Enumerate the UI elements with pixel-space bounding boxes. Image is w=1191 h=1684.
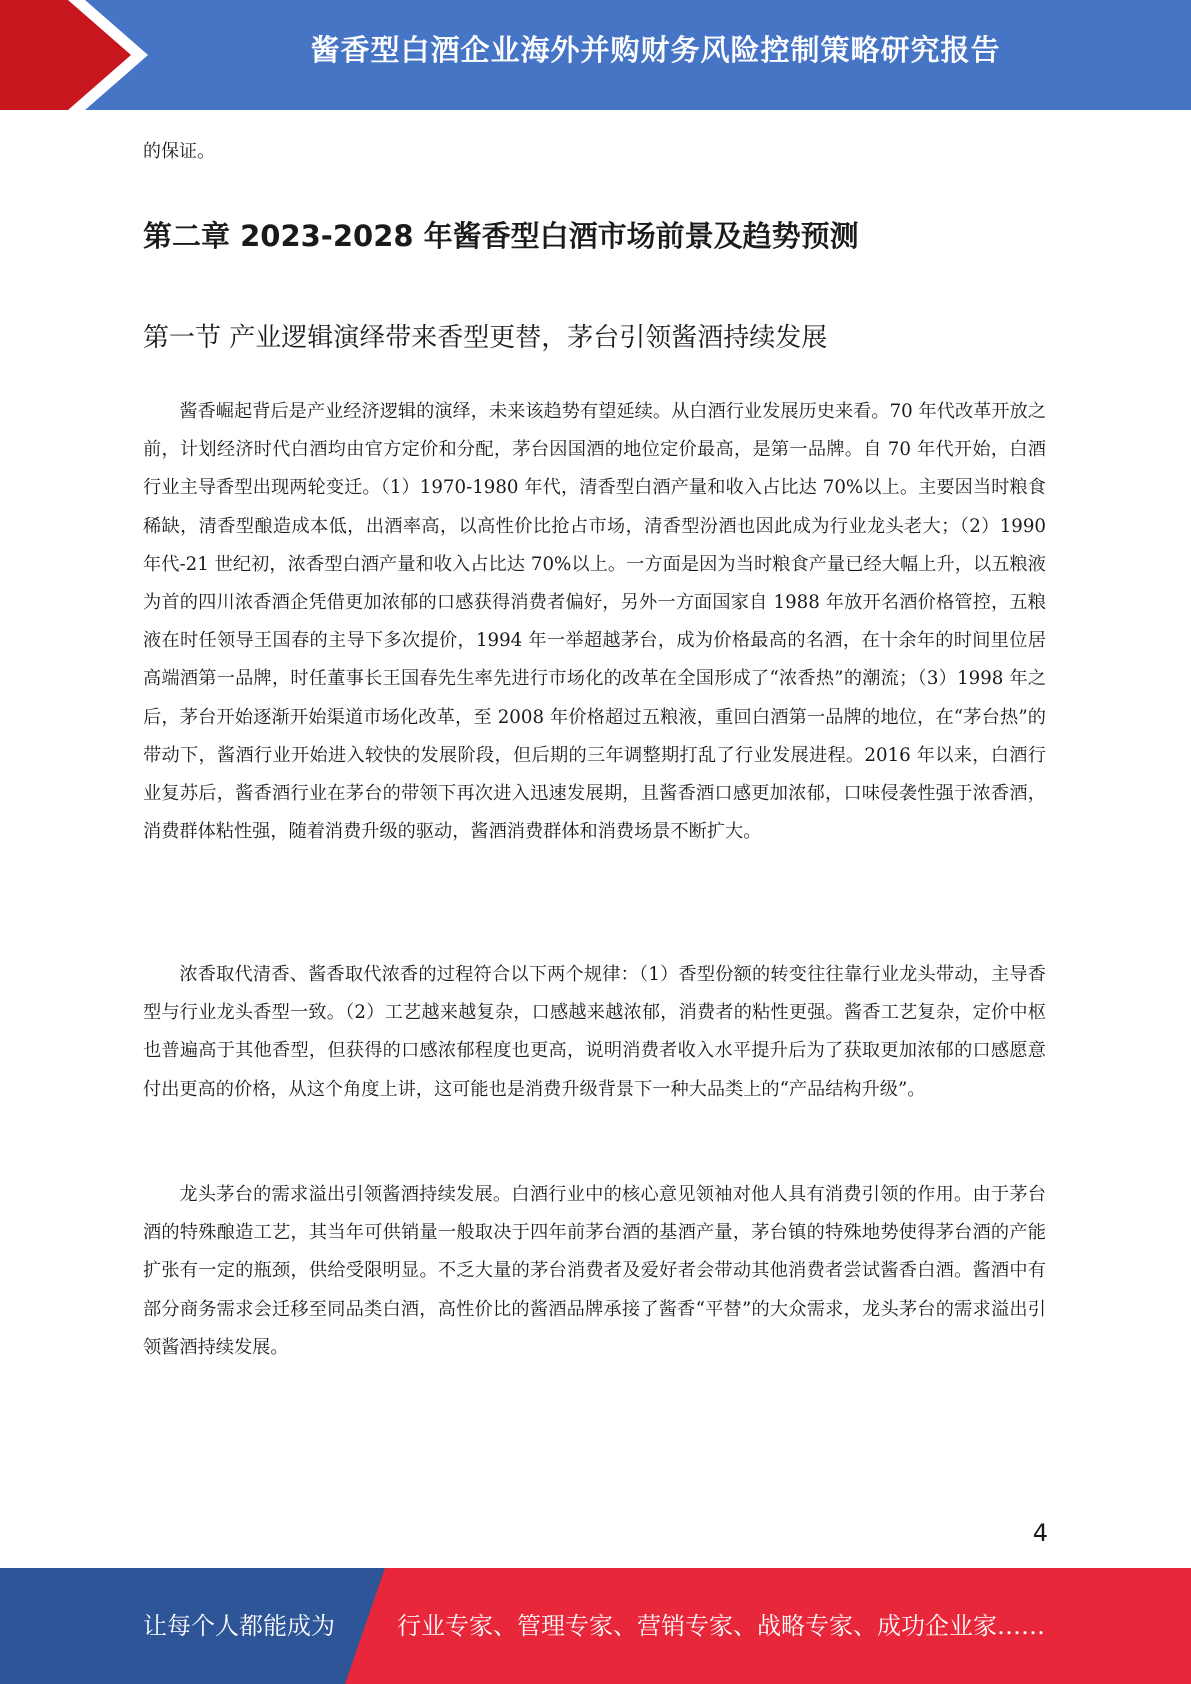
footer-slogan-left: 让每个人都能成为 (143, 1612, 335, 1640)
section-title: 第一节 产业逻辑演绎带来香型更替，茅台引领酱酒持续发展 (143, 323, 828, 353)
page-number: 4 (1032, 1519, 1048, 1547)
continuation-text: 的保证。 (143, 141, 215, 162)
footer-slogan-right: 行业专家、管理专家、营销专家、战略专家、成功企业家…… (397, 1612, 1045, 1640)
header-title: 酱香型白酒企业海外并购财务风险控制策略研究报告 (310, 33, 1001, 67)
header-banner (0, 0, 1191, 110)
body-paragraph: 浓香取代清香、酱香取代浓香的过程符合以下两个规律：（1）香型份额的转变往往靠行业龙头带动，主导香型与行业龙头香型一致。（2）工艺越来越复杂，口感越来越浓郁，消费者的粘性更强。酱香工艺复杂，定价中枢也普遍高于其他香型，但获得的口感浓郁程度也更高，说明消费者收入水平提升后为了获取更加浓郁的口感愿意付出更高的价格，从这个角度上讲，这可能也是消费升级背景下一种大品类上的“产品结构升级”。 (143, 964, 1046, 1100)
footer-banner (0, 1568, 1191, 1684)
chapter-title: 第二章 2023-2028 年酱香型白酒市场前景及趋势预测 (143, 219, 859, 253)
body-paragraph: 龙头茅台的需求溢出引领酱酒持续发展。白酒行业中的核心意见领袖对他人具有消费引领的作用。由于茅台酒的特殊酿造工艺，其当年可供销量一般取决于四年前茅台酒的基酒产量，茅台镇的特殊地势使得茅台酒的产能扩张有一定的瓶颈，供给受限明显。不乏大量的茅台消费者及爱好者会带动其他消费者尝试酱香白酒。酱酒中有部分商务需求会迁移至同品类白酒，高性价比的酱酒品牌承接了酱香“平替”的大众需求，龙头茅台的需求溢出引领酱酒持续发展。 (143, 1184, 1046, 1358)
body-paragraph: 酱香崛起背后是产业经济逻辑的演绎，未来该趋势有望延续。从白酒行业发展历史来看。70 年代改革开放之前，计划经济时代白酒均由官方定价和分配，茅台因国酒的地位定价最高，是第一品牌。自 70 年代开始，白酒行业主导香型出现两轮变迁。（1）1970-1980 年代，清香型白酒产量和收入占比达 70%以上。主要因当时粮食稀缺，清香型酿造成本低，出酒率高，以高性价比抢占市场，清香型汾酒也因此成为行业龙头老大；（2）1990 年代-21 世纪初，浓香型白酒产量和收入占比达 70%以上。一方面是因为当时粮食产量已经大幅上升，以五粮液为首的四川浓香酒企凭借更加浓郁的口感获得消费者偏好，另外一方面国家自 1988 年放开名酒价格管控，五粮液在时任领导王国春的主导下多次提价，1994 年一举超越茅台，成为价格最高的名酒，在十余年的时间里位居高端酒第一品牌，时任董事长王国春先生率先进行市场化的改革在全国形成了“浓香热”的潮流；（3）1998 年之后，茅台开始逐渐开始渠道市场化改革，至 2008 年价格超过五粮液，重回白酒第一品牌的地位，在“茅台热”的带动下，酱酒行业开始进入较快的发展阶段，但后期的三年调整期打乱了行业发展进程。2016 年以来，白酒行业复苏后，酱香酒行业在茅台的带领下再次进入迅速发展期，且酱香酒口感更加浓郁，口味侵袭性强于浓香酒，消费群体粘性强，随着消费升级的驱动，酱酒消费群体和消费场景不断扩大。 (143, 401, 1046, 843)
